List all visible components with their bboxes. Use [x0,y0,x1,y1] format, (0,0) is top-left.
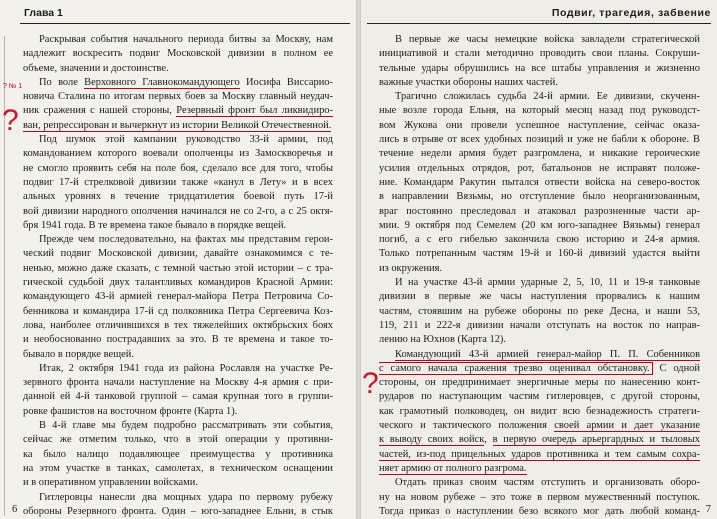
right-page [361,0,717,519]
text-line: В первые же часы немецкие войска завладели стратегической [395,34,700,45]
text-line: бывало в порядке вещей. [23,348,134,360]
text-line: ненью, можно даже сказать, с темной частью этой истории – с тра- [23,262,333,274]
text-line: мии. 9 октября под Семелем (20 км юго-западнее Вязьмы) генерал [379,219,700,231]
text-line: бря 1941 года. В те времена такое бывало в порядке вещей. [23,219,287,231]
page-number-right: 7 [705,504,711,515]
text-line [23,104,333,118]
text-line: бенникова и командира 17-й сд полковника Петра Сергеевича Коз- [23,305,333,317]
text-line: Отдать приказ своим частям отступить и организовать оборо- [395,477,700,489]
text-line: подвиг 17-й стрелковой дивизии также «канул в Лету» и в всех [23,176,333,188]
text-line: новича Сталина по итогам первых боев за Москву главный неудач- [23,91,333,103]
red-underline-highlight: Командующий 43-й армией генерал-майор П. П. Собенников [395,348,700,360]
text-line: в направлении Вязьмы, но отступление было неорганизованным, [379,191,700,203]
text-line: усилия отдельных отрядов, рот, батальонов не исправят положе- [379,162,700,174]
text-run: , [484,434,493,446]
text-line: враг постоянно преследовал и атаковал разрозненные части ар- [379,205,700,217]
text-line: и необоснованно пострадавших за это. В те времена и такое то- [23,334,333,346]
text-line: погиб, а с его гибелью закончила свою историю и 24-я армия. [379,234,700,246]
text-line: обороны Резервного фронта. Один – юго-западнее Ельни, в стык [23,505,333,517]
text-line: ну на новом рубеже – это тоже в первом мужественный поступок. [379,491,700,503]
text-line [379,348,700,362]
text-line: командующего 43-й армией генерал-майора Петра Петровича Со- [23,291,333,303]
text-line: Только потрепанным частям 19-й и 160-й дивизий удастся выйти [379,248,700,260]
text-line: Гитлеровцы нанесли два мощных удара по первому рубежу [39,491,333,503]
text-line: ровке фашистов на восточном фронте (Карта 1). [23,405,238,417]
text-line: вой дивизии народного ополчения начинался не со 2-го, а с 25 октя- [23,205,333,217]
red-underline-highlight: своей армии и дает указание [554,420,700,432]
running-header-left: Глава 1 [24,7,63,19]
text-run: По воле [39,76,85,88]
red-underline-highlight: частей, из-под прицельных ударов противника и тем самым сохра- [379,448,700,460]
text-line: вом Жукова они провели успешное наступление, сейчас оказа- [379,119,700,131]
text-line: стороны, он предпринимает энергичные меры по нанесению конт- [379,377,700,389]
text-line: ные возле города Ельня, на который месяц назад под руководст- [379,105,700,117]
text-line: объеме, значении и достоинстве. [23,62,169,74]
text-line: лению на Юхнов (Карта 12). [379,334,507,346]
text-line: Тогда приказ о наступлении безо всякого мог дать любой команд- [379,505,700,517]
text-run: ческого и тактического положения [379,420,555,432]
text-line: зервного фронта начали наступление на Москву 4-я армия с при- [23,377,333,389]
text-line: надлежит воскресить подвиг Московской дивизии в полном ее [23,48,333,60]
margin-note: ? № 1 [3,83,23,90]
text-line: не смогло проявить себя на поле боя, сделало все для того, чтобы [23,162,333,174]
text-line: лись в отрыве от всех удобных позиций и уже не бабли к обороне. В [379,134,700,146]
text-line: Прежде чем последовательно, на фактах мы представим герои- [39,234,333,246]
text-line: Под шумок этой кампании руководство 33-й армии, под [39,134,333,146]
text-line: и в оперативном управлении войсками. [23,477,198,489]
red-underline-highlight: няет армию от полного разгрома. [379,462,527,474]
red-underline-highlight: в первую очередь арьергардных и тыловых [492,434,700,446]
text-line: И на участке 43-й армии ударные 2, 5, 10, 11 и 19-я танковые [395,277,700,289]
text-line: Трагично сложилась судьба 24-й армии. Ее дивизии, скученн- [395,91,700,103]
text-line [23,119,333,133]
text-line: частям, стоявшим на рубеже обороны по реке Десна, и наши 53, [379,305,700,317]
header-rule-right [367,23,711,24]
text-line: 119, 211 и 222-я дивизии начали отступать на восток по направ- [379,319,700,331]
text-line [379,362,700,376]
text-line: дивизии в первые же часы наступления прорвались к нашим [379,291,700,303]
text-line: альных уровнях в течение тридцатилетия боевой путь 17-й [23,191,333,203]
text-line: В 4-й главе мы будем подробно рассматривать эти события, [39,420,333,432]
text-line: лова, наиболее отличившихся в тех тяжелейших октябрьских боях [23,319,333,331]
text-run: ник сражения с нашей стороны, [23,105,177,117]
red-underline-highlight: Верховного Главнокомандующего [84,76,240,88]
running-header-right: Подвиг, трагедия, забвение [551,7,711,19]
text-line: тельные удары обрушились на все штабы управления и жизненно [379,62,700,74]
text-line: рударов по наступающим частям гитлеровцев, с другой стороны, [379,391,700,403]
page-number-left: 6 [12,504,18,515]
text-line: на этом участке в танках, самолетах, в техническом оснащении [23,462,333,474]
margin-question-mark-left: ? [2,104,19,137]
text-line [379,433,700,447]
text-line: течение недели армия будет разгромлена, и никакие героические [379,148,700,160]
text-line: сейчас же отметим только, что в этой операции у противни- [23,434,333,446]
text-line [23,76,333,90]
left-page [0,0,356,519]
text-line: Итак, 2 октября 1941 года из района Рославля на участке Ре- [39,362,333,374]
text-line [379,419,700,433]
text-line: командованием которого воевали ополченцы из Замоскворечья и [23,148,333,160]
text-run: Иосифа Виссарио- [239,76,333,88]
margin-question-mark-right: ? [362,367,379,400]
text-line: ческий подвиг Московской дивизии, давайте ознакомимся с те- [23,248,333,260]
text-line [379,462,700,476]
text-line: Раскрывая события начального периода битвы за Москву, нам [39,34,333,45]
red-boxed-highlight: с самого начала сражения трезво оценивал обстановку. [379,362,653,375]
text-line: ка было налицо подавляющее преимущества у противника [23,448,333,460]
text-line: как грамотный полководец, он видит всю безнадежность стратеги- [379,405,700,417]
header-rule-left [20,23,350,24]
red-underline-highlight: Резервный фронт был ликвидиро- [176,105,333,117]
text-line [379,448,700,462]
text-line: важные участки обороны наших частей. [379,76,559,88]
text-line: ние. Командарм Ракутин пытался отвести войска на северо-восток [379,176,700,188]
red-underline-highlight: к выводу своих войск [379,434,485,446]
text-line: из окружения. [379,262,443,274]
text-line: гической судьбой двух талантливых командиров Красной Армии: [23,277,333,289]
red-underline-highlight: ван, репрессирован и вычеркнут из истории Великой Отечественной. [23,119,332,131]
text-line: инициативой и стали методично проводить свои планы. Сокруши- [379,48,700,60]
text-line: данной ей 4-й танковой группой – самая крупная того в группи- [23,391,333,403]
left-body-text [23,33,333,519]
text-run: С одной [652,362,700,374]
right-body-text [379,33,700,519]
